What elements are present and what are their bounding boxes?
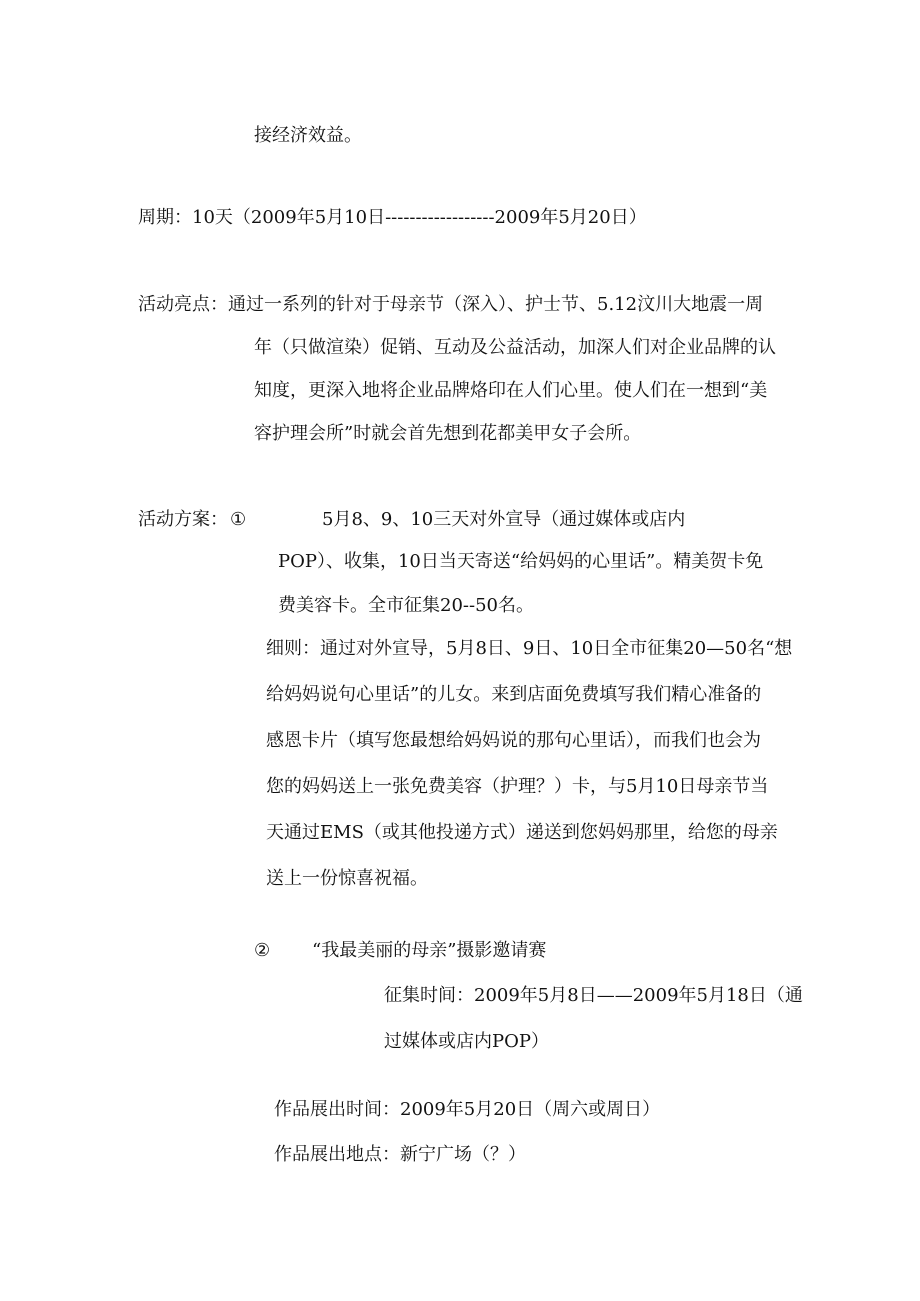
plan-item2-exhibit-time: 作品展出时间：2009年5月20日（周六或周日） bbox=[274, 1099, 661, 1120]
plan-item2-title: “我最美丽的母亲”摄影邀请赛 bbox=[312, 940, 547, 961]
plan-label: 活动方案： bbox=[138, 509, 228, 530]
collect-line: 过媒体或店内POP） bbox=[384, 1031, 549, 1052]
collect-line: 征集时间：2009年5月8日——2009年5月18日（通 bbox=[384, 985, 803, 1006]
highlights-label: 活动亮点： bbox=[138, 294, 228, 315]
plan-item1-line: 5月8、9、10三天对外宣导（通过媒体或店内 bbox=[322, 509, 686, 530]
detail-line: 您的妈妈送上一张免费美容（护理？）卡，与5月10日母亲节当 bbox=[266, 776, 769, 797]
highlights-line: 通过一系列的针对于母亲节（深入）、护士节、5.12汶川大地震一周 bbox=[228, 294, 764, 315]
period-value: 10天（2009年5月10日------------------2009年5月20日） bbox=[192, 207, 647, 228]
plan-item1-line: 费美容卡。全市征集20--50名。 bbox=[278, 595, 534, 616]
continuation-text: 接经济效益。 bbox=[254, 125, 362, 146]
detail-line: 给妈妈说句心里话”的儿女。来到店面免费填写我们精心准备的 bbox=[266, 684, 762, 705]
highlights-first-line-block bbox=[228, 293, 763, 340]
plan-item1-paragraph bbox=[278, 550, 763, 641]
highlights-paragraph bbox=[254, 336, 776, 469]
plan-item2-exhibit-place: 作品展出地点：新宁广场（？） bbox=[274, 1144, 526, 1165]
highlights-line: 年（只做渲染）促销、互动及公益活动，加深人们对企业品牌的认 bbox=[254, 337, 776, 358]
plan-item1-line: POP）、收集，10日当天寄送“给妈妈的心里话”。精美贺卡免 bbox=[278, 551, 764, 572]
period-label: 周期： bbox=[138, 207, 192, 228]
period-row bbox=[138, 206, 647, 230]
plan-item2-marker: ② bbox=[254, 940, 271, 961]
detail-line: 天通过EMS（或其他投递方式）递送到您妈妈那里，给您的母亲 bbox=[266, 822, 778, 843]
detail-line: 细则：通过对外宣导，5月8日、9日、10日全市征集20—50名“想 bbox=[266, 638, 793, 659]
plan-item2-collect bbox=[384, 984, 803, 1077]
detail-line: 感恩卡片（填写您最想给妈妈说的那句心里话），而我们也会为 bbox=[266, 730, 761, 751]
detail-line: 送上一份惊喜祝福。 bbox=[266, 868, 428, 889]
highlights-line: 知度，更深入地将企业品牌烙印在人们心里。使人们在一想到“美 bbox=[254, 380, 768, 401]
plan-item1-marker: ① bbox=[230, 509, 247, 530]
highlights-line: 容护理会所”时就会首先想到花都美甲女子会所。 bbox=[254, 423, 642, 444]
plan-item1-detail bbox=[266, 637, 792, 914]
